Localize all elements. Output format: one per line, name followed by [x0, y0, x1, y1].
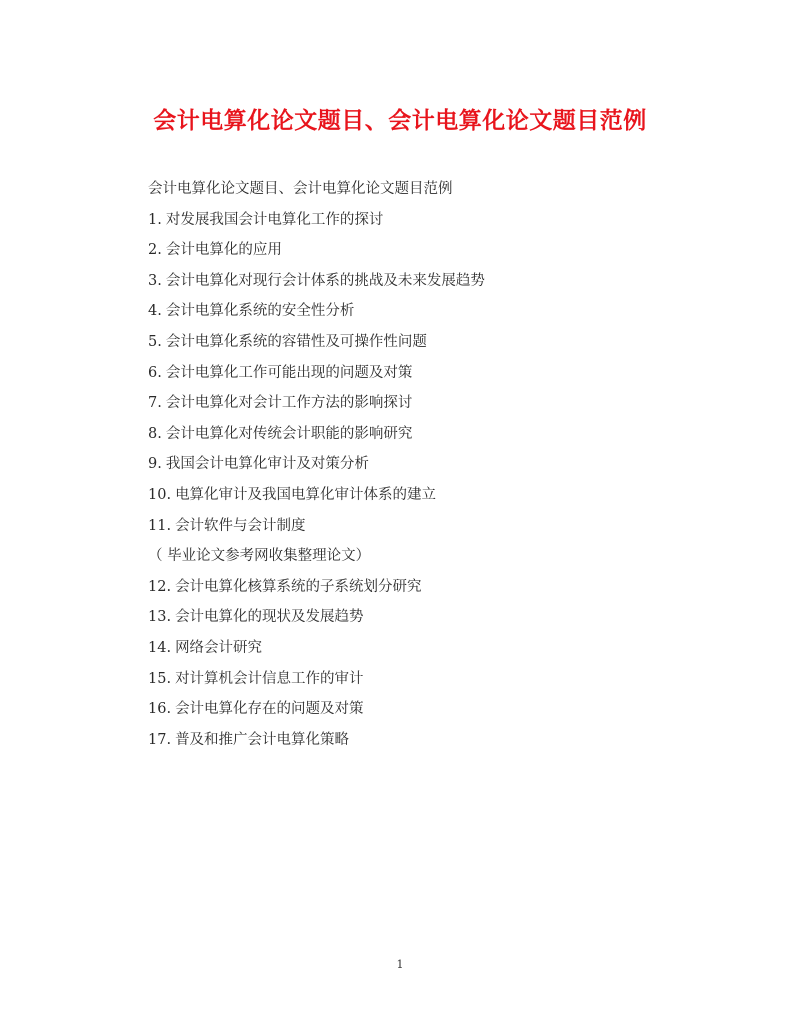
item-number: 17.	[148, 731, 172, 748]
item-text: 会计电算化系统的容错性及可操作性问题	[165, 333, 427, 350]
list-item	[148, 388, 708, 419]
item-text: 会计电算化对会计工作方法的影响探讨	[165, 395, 413, 412]
document-body	[148, 174, 708, 755]
item-number: 15.	[148, 670, 172, 687]
item-number: 13.	[148, 609, 172, 626]
list-item	[148, 725, 708, 756]
list-item	[148, 296, 708, 327]
item-text: 会计电算化存在的问题及对策	[175, 701, 364, 718]
item-text: 会计软件与会计制度	[175, 517, 306, 534]
item-number: 10.	[148, 486, 172, 503]
item-text: 我国会计电算化审计及对策分析	[165, 456, 369, 473]
document-title: 会计电算化论文题目、会计电算化论文题目范例	[153, 107, 647, 134]
item-text: 会计电算化的现状及发展趋势	[175, 609, 364, 626]
list-item	[148, 511, 708, 542]
item-number: 2.	[148, 242, 162, 259]
item-number: 11.	[148, 517, 172, 534]
list-item	[148, 602, 708, 633]
item-text: 电算化审计及我国电算化审计体系的建立	[175, 486, 437, 503]
item-text: 会计电算化对现行会计体系的挑战及未来发展趋势	[165, 272, 485, 289]
item-text: 对计算机会计信息工作的审计	[175, 670, 364, 687]
item-number: 3.	[148, 272, 162, 289]
list-item	[148, 358, 708, 389]
list-item	[148, 480, 708, 511]
item-text: 会计电算化系统的安全性分析	[165, 303, 355, 320]
list-item	[148, 572, 708, 603]
list-item	[148, 419, 708, 450]
list-item	[148, 449, 708, 480]
item-text: 会计电算化核算系统的子系统划分研究	[175, 578, 422, 595]
item-text: 会计电算化的应用	[165, 242, 282, 259]
item-number: 6.	[148, 364, 162, 381]
item-text: 普及和推广会计电算化策略	[175, 731, 350, 748]
item-text: 网络会计研究	[175, 639, 263, 656]
item-number: 16.	[148, 701, 172, 718]
item-number: 1.	[148, 211, 162, 228]
list-item	[148, 266, 708, 297]
list-item	[148, 235, 708, 266]
list-item	[148, 694, 708, 725]
item-number: 7.	[148, 395, 162, 412]
item-number: 9.	[148, 456, 162, 473]
item-number: 12.	[148, 578, 172, 595]
item-text: 对发展我国会计电算化工作的探讨	[165, 211, 384, 228]
item-number: 4.	[148, 303, 162, 320]
intro-line: 会计电算化论文题目、会计电算化论文题目范例	[148, 181, 453, 197]
list-item	[148, 664, 708, 695]
item-number: 8.	[148, 425, 162, 442]
list-item	[148, 205, 708, 236]
list-item	[148, 633, 708, 664]
item-number: 14.	[148, 639, 172, 656]
item-text: 会计电算化工作可能出现的问题及对策	[165, 364, 413, 381]
source-note: （ 毕业论文参考网收集整理论文）	[148, 548, 371, 565]
item-text: 会计电算化对传统会计职能的影响研究	[165, 425, 413, 442]
item-number: 5.	[148, 333, 162, 350]
page-number: 1	[396, 958, 404, 971]
list-item	[148, 327, 708, 358]
